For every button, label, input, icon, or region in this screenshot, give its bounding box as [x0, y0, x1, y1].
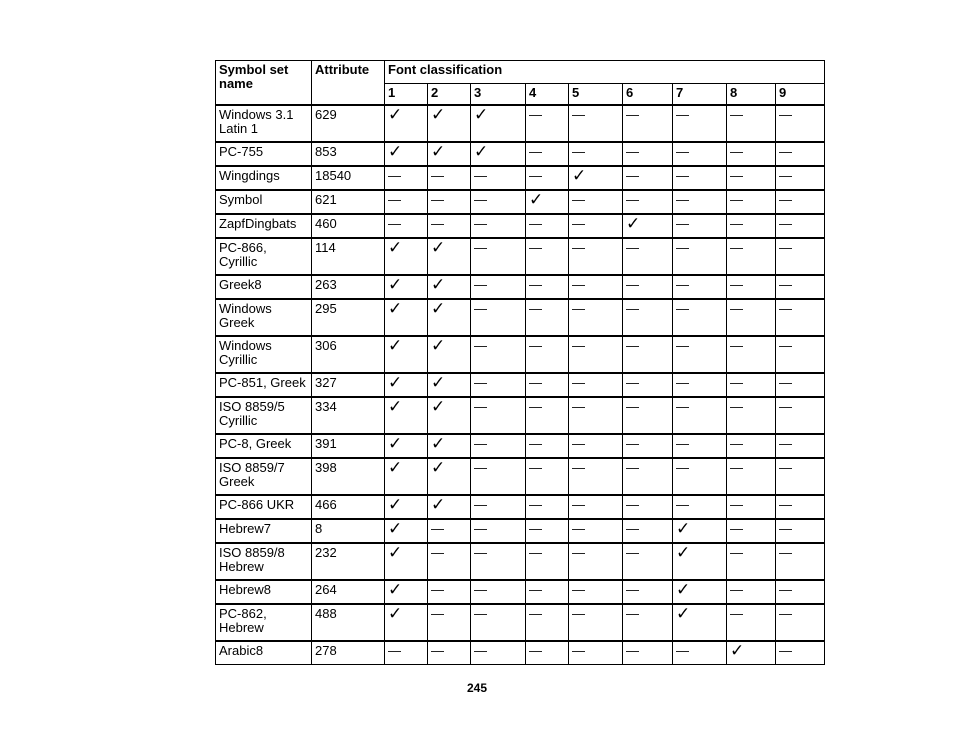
attribute-value: 391 [312, 434, 385, 458]
dash-mark: — [526, 519, 569, 543]
dash-mark: — [471, 190, 526, 214]
symbol-set-name: ISO 8859/7 Greek [216, 458, 312, 495]
dash-mark: — [623, 166, 673, 190]
dash-mark: — [569, 519, 623, 543]
dash-mark: — [569, 373, 623, 397]
table-row [216, 434, 825, 458]
dash-mark: — [526, 434, 569, 458]
dash-mark: — [569, 275, 623, 299]
header-class: 9 [776, 84, 825, 106]
dash-mark: — [727, 105, 776, 142]
symbol-set-name: Greek8 [216, 275, 312, 299]
checkmark-icon: ✓ [385, 604, 428, 641]
dash-mark: — [428, 190, 471, 214]
dash-mark: — [569, 190, 623, 214]
dash-mark: — [673, 190, 727, 214]
table-row [216, 580, 825, 604]
attribute-value: 278 [312, 641, 385, 665]
dash-mark: — [727, 336, 776, 373]
dash-mark: — [428, 641, 471, 665]
checkmark-icon: ✓ [471, 105, 526, 142]
checkmark-icon: ✓ [385, 373, 428, 397]
header-class: 6 [623, 84, 673, 106]
symbol-set-name: PC-851, Greek [216, 373, 312, 397]
attribute-value: 853 [312, 142, 385, 166]
attribute-value: 621 [312, 190, 385, 214]
header-class: 2 [428, 84, 471, 106]
symbol-set-name: PC-862, Hebrew [216, 604, 312, 641]
checkmark-icon: ✓ [385, 434, 428, 458]
dash-mark: — [428, 519, 471, 543]
dash-mark: — [776, 495, 825, 519]
dash-mark: — [776, 373, 825, 397]
symbol-set-name: Hebrew8 [216, 580, 312, 604]
header-font-classification: Font classification [385, 61, 825, 84]
attribute-value: 460 [312, 214, 385, 238]
dash-mark: — [673, 641, 727, 665]
table-row [216, 519, 825, 543]
dash-mark: — [471, 434, 526, 458]
checkmark-icon: ✓ [385, 397, 428, 434]
dash-mark: — [623, 190, 673, 214]
dash-mark: — [471, 495, 526, 519]
table-row [216, 336, 825, 373]
dash-mark: — [727, 458, 776, 495]
dash-mark: — [673, 299, 727, 336]
header-class: 7 [673, 84, 727, 106]
dash-mark: — [569, 105, 623, 142]
table-row [216, 397, 825, 434]
table-body [216, 105, 825, 665]
dash-mark: — [727, 142, 776, 166]
dash-mark: — [526, 543, 569, 580]
checkmark-icon: ✓ [385, 495, 428, 519]
dash-mark: — [526, 214, 569, 238]
dash-mark: — [727, 299, 776, 336]
dash-mark: — [526, 299, 569, 336]
dash-mark: — [776, 275, 825, 299]
page-number: 245 [466, 681, 488, 695]
dash-mark: — [526, 166, 569, 190]
attribute-value: 466 [312, 495, 385, 519]
dash-mark: — [776, 105, 825, 142]
dash-mark: — [623, 543, 673, 580]
dash-mark: — [569, 434, 623, 458]
dash-mark: — [776, 519, 825, 543]
dash-mark: — [385, 641, 428, 665]
symbol-set-name: Windows Greek [216, 299, 312, 336]
dash-mark: — [526, 275, 569, 299]
dash-mark: — [385, 190, 428, 214]
dash-mark: — [526, 580, 569, 604]
checkmark-icon: ✓ [673, 543, 727, 580]
dash-mark: — [471, 336, 526, 373]
dash-mark: — [727, 543, 776, 580]
table-row [216, 458, 825, 495]
dash-mark: — [526, 373, 569, 397]
dash-mark: — [471, 519, 526, 543]
dash-mark: — [673, 336, 727, 373]
attribute-value: 306 [312, 336, 385, 373]
dash-mark: — [471, 373, 526, 397]
dash-mark: — [776, 142, 825, 166]
header-symbol-set: Symbol set name [216, 61, 312, 106]
checkmark-icon: ✓ [428, 275, 471, 299]
symbol-set-name: PC-866 UKR [216, 495, 312, 519]
header-class: 5 [569, 84, 623, 106]
symbol-set-name: ISO 8859/5 Cyrillic [216, 397, 312, 434]
dash-mark: — [727, 495, 776, 519]
dash-mark: — [526, 397, 569, 434]
checkmark-icon: ✓ [428, 105, 471, 142]
dash-mark: — [776, 434, 825, 458]
dash-mark: — [569, 299, 623, 336]
dash-mark: — [385, 214, 428, 238]
checkmark-icon: ✓ [673, 580, 727, 604]
attribute-value: 334 [312, 397, 385, 434]
checkmark-icon: ✓ [385, 519, 428, 543]
dash-mark: — [776, 190, 825, 214]
checkmark-icon: ✓ [385, 580, 428, 604]
header-attribute: Attribute [312, 61, 385, 106]
dash-mark: — [526, 238, 569, 275]
dash-mark: — [623, 299, 673, 336]
dash-mark: — [569, 580, 623, 604]
dash-mark: — [526, 336, 569, 373]
dash-mark: — [471, 166, 526, 190]
checkmark-icon: ✓ [428, 434, 471, 458]
dash-mark: — [673, 458, 727, 495]
dash-mark: — [673, 214, 727, 238]
dash-mark: — [776, 641, 825, 665]
symbol-set-name: Arabic8 [216, 641, 312, 665]
symbol-set-name: Symbol [216, 190, 312, 214]
checkmark-icon: ✓ [428, 495, 471, 519]
table-row [216, 299, 825, 336]
dash-mark: — [428, 214, 471, 238]
dash-mark: — [526, 105, 569, 142]
dash-mark: — [471, 299, 526, 336]
checkmark-icon: ✓ [385, 543, 428, 580]
dash-mark: — [526, 495, 569, 519]
dash-mark: — [623, 495, 673, 519]
table-row [216, 238, 825, 275]
dash-mark: — [727, 434, 776, 458]
dash-mark: — [673, 373, 727, 397]
dash-mark: — [569, 641, 623, 665]
dash-mark: — [569, 214, 623, 238]
dash-mark: — [623, 434, 673, 458]
dash-mark: — [727, 580, 776, 604]
dash-mark: — [623, 105, 673, 142]
dash-mark: — [471, 397, 526, 434]
dash-mark: — [623, 604, 673, 641]
checkmark-icon: ✓ [471, 142, 526, 166]
attribute-value: 18540 [312, 166, 385, 190]
dash-mark: — [471, 604, 526, 641]
table-row [216, 142, 825, 166]
dash-mark: — [623, 373, 673, 397]
header-class: 3 [471, 84, 526, 106]
dash-mark: — [623, 336, 673, 373]
symbol-set-name: PC-755 [216, 142, 312, 166]
checkmark-icon: ✓ [385, 275, 428, 299]
table-row [216, 190, 825, 214]
dash-mark: — [727, 519, 776, 543]
symbol-set-name: Wingdings [216, 166, 312, 190]
header-class: 1 [385, 84, 428, 106]
dash-mark: — [673, 105, 727, 142]
dash-mark: — [569, 142, 623, 166]
table-row [216, 641, 825, 665]
checkmark-icon: ✓ [673, 604, 727, 641]
checkmark-icon: ✓ [727, 641, 776, 665]
dash-mark: — [623, 641, 673, 665]
checkmark-icon: ✓ [428, 336, 471, 373]
attribute-value: 327 [312, 373, 385, 397]
dash-mark: — [727, 166, 776, 190]
dash-mark: — [569, 604, 623, 641]
dash-mark: — [776, 543, 825, 580]
checkmark-icon: ✓ [623, 214, 673, 238]
dash-mark: — [776, 336, 825, 373]
dash-mark: — [623, 458, 673, 495]
dash-mark: — [569, 336, 623, 373]
checkmark-icon: ✓ [428, 458, 471, 495]
header-class: 4 [526, 84, 569, 106]
dash-mark: — [471, 580, 526, 604]
dash-mark: — [471, 641, 526, 665]
dash-mark: — [428, 604, 471, 641]
table-row [216, 166, 825, 190]
attribute-value: 263 [312, 275, 385, 299]
dash-mark: — [776, 604, 825, 641]
checkmark-icon: ✓ [428, 397, 471, 434]
attribute-value: 232 [312, 543, 385, 580]
dash-mark: — [776, 397, 825, 434]
dash-mark: — [727, 397, 776, 434]
checkmark-icon: ✓ [428, 238, 471, 275]
checkmark-icon: ✓ [385, 238, 428, 275]
dash-mark: — [471, 458, 526, 495]
dash-mark: — [727, 604, 776, 641]
symbol-set-table [215, 60, 825, 665]
dash-mark: — [623, 519, 673, 543]
dash-mark: — [727, 190, 776, 214]
attribute-value: 629 [312, 105, 385, 142]
checkmark-icon: ✓ [673, 519, 727, 543]
checkmark-icon: ✓ [385, 105, 428, 142]
symbol-set-name: ISO 8859/8 Hebrew [216, 543, 312, 580]
dash-mark: — [673, 434, 727, 458]
symbol-set-name: Hebrew7 [216, 519, 312, 543]
dash-mark: — [428, 166, 471, 190]
dash-mark: — [623, 238, 673, 275]
dash-mark: — [623, 275, 673, 299]
dash-mark: — [776, 458, 825, 495]
dash-mark: — [673, 142, 727, 166]
dash-mark: — [727, 275, 776, 299]
checkmark-icon: ✓ [526, 190, 569, 214]
header-class: 8 [727, 84, 776, 106]
checkmark-icon: ✓ [385, 299, 428, 336]
dash-mark: — [569, 495, 623, 519]
table-row [216, 275, 825, 299]
dash-mark: — [673, 275, 727, 299]
dash-mark: — [471, 214, 526, 238]
attribute-value: 114 [312, 238, 385, 275]
dash-mark: — [776, 166, 825, 190]
dash-mark: — [428, 543, 471, 580]
dash-mark: — [428, 580, 471, 604]
dash-mark: — [776, 214, 825, 238]
table-row [216, 604, 825, 641]
dash-mark: — [471, 275, 526, 299]
dash-mark: — [385, 166, 428, 190]
checkmark-icon: ✓ [385, 458, 428, 495]
attribute-value: 264 [312, 580, 385, 604]
dash-mark: — [776, 299, 825, 336]
checkmark-icon: ✓ [428, 299, 471, 336]
dash-mark: — [569, 458, 623, 495]
attribute-value: 8 [312, 519, 385, 543]
table-row [216, 543, 825, 580]
dash-mark: — [471, 543, 526, 580]
symbol-set-name: Windows 3.1 Latin 1 [216, 105, 312, 142]
dash-mark: — [623, 580, 673, 604]
attribute-value: 398 [312, 458, 385, 495]
dash-mark: — [569, 397, 623, 434]
dash-mark: — [673, 397, 727, 434]
dash-mark: — [776, 580, 825, 604]
checkmark-icon: ✓ [428, 373, 471, 397]
dash-mark: — [673, 238, 727, 275]
symbol-set-name: PC-866, Cyrillic [216, 238, 312, 275]
dash-mark: — [727, 238, 776, 275]
dash-mark: — [623, 397, 673, 434]
dash-mark: — [526, 604, 569, 641]
dash-mark: — [526, 142, 569, 166]
symbol-set-name: ZapfDingbats [216, 214, 312, 238]
symbol-set-name: PC-8, Greek [216, 434, 312, 458]
attribute-value: 295 [312, 299, 385, 336]
table-row [216, 495, 825, 519]
dash-mark: — [569, 238, 623, 275]
dash-mark: — [727, 373, 776, 397]
table-row [216, 105, 825, 142]
symbol-set-name: Windows Cyrillic [216, 336, 312, 373]
table-row [216, 373, 825, 397]
checkmark-icon: ✓ [428, 142, 471, 166]
dash-mark: — [623, 142, 673, 166]
dash-mark: — [526, 641, 569, 665]
dash-mark: — [569, 543, 623, 580]
checkmark-icon: ✓ [385, 336, 428, 373]
dash-mark: — [776, 238, 825, 275]
dash-mark: — [673, 166, 727, 190]
dash-mark: — [673, 495, 727, 519]
checkmark-icon: ✓ [385, 142, 428, 166]
dash-mark: — [471, 238, 526, 275]
checkmark-icon: ✓ [569, 166, 623, 190]
table-row [216, 214, 825, 238]
attribute-value: 488 [312, 604, 385, 641]
dash-mark: — [526, 458, 569, 495]
dash-mark: — [727, 214, 776, 238]
